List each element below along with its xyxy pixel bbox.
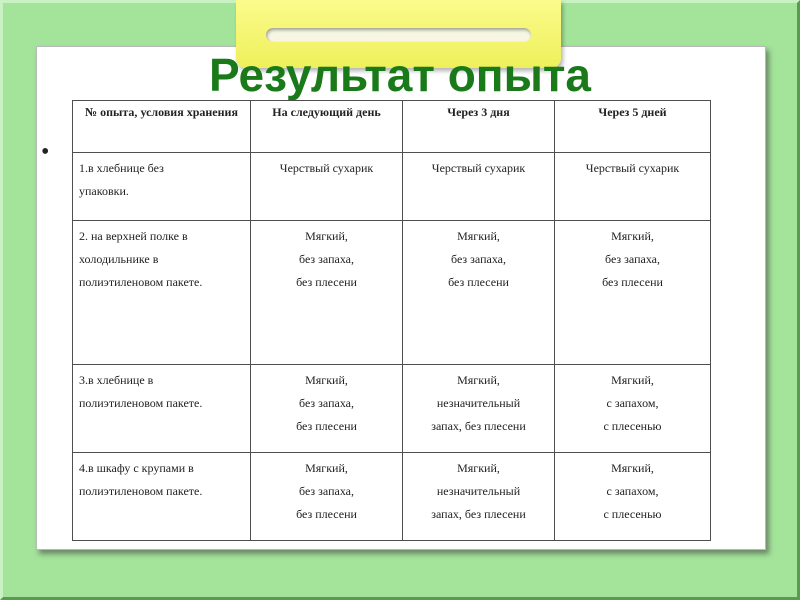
cell-line: Мягкий, <box>305 373 348 387</box>
day3-cell <box>403 221 555 365</box>
table-row <box>73 365 711 453</box>
day3-cell <box>403 453 555 541</box>
condition-cell <box>73 453 251 541</box>
next-day-cell <box>251 153 403 221</box>
bullet-marker: • <box>41 139 50 165</box>
header-5-days <box>555 101 711 153</box>
cell-line: холодильнике в <box>79 252 159 266</box>
next-day-cell <box>251 453 403 541</box>
cell-line: Черствый сухарик <box>585 161 680 175</box>
cell-line: 3.в хлебнице в <box>79 373 154 387</box>
header-line: условия хранения <box>140 105 238 119</box>
cell-line: Черствый сухарик <box>431 161 526 175</box>
next-day-cell <box>251 221 403 365</box>
table-row <box>73 453 711 541</box>
cell-line: Мягкий, <box>611 229 654 243</box>
cell-line: без запаха, <box>299 252 354 266</box>
condition-cell <box>73 221 251 365</box>
header-3-days <box>403 101 555 153</box>
cell-line: с запахом, <box>606 396 659 410</box>
slide-title: Результат опыта <box>209 49 591 101</box>
cell-line: Мягкий, <box>457 229 500 243</box>
cell-line: без запаха, <box>605 252 660 266</box>
cell-line: без плесени <box>448 275 509 289</box>
cell-line: Мягкий, <box>305 461 348 475</box>
table-row <box>73 153 711 221</box>
table-body <box>73 153 711 541</box>
cell-line: с запахом, <box>606 484 659 498</box>
table-row <box>73 221 711 365</box>
results-table <box>72 100 711 541</box>
cell-line: Мягкий, <box>611 461 654 475</box>
day3-cell <box>403 365 555 453</box>
condition-cell <box>73 153 251 221</box>
cell-line: без плесени <box>296 507 357 521</box>
cell-line: без плесени <box>296 275 357 289</box>
cell-line: Мягкий, <box>457 461 500 475</box>
cell-line: запах, без плесени <box>431 419 526 433</box>
cell-line: полиэтиленовом пакете. <box>79 275 203 289</box>
header-line: № опыта, <box>85 105 138 119</box>
day5-cell <box>555 453 711 541</box>
cell-line: незначительный <box>436 484 521 498</box>
cell-line: Мягкий, <box>457 373 500 387</box>
header-condition <box>73 101 251 153</box>
cell-line: полиэтиленовом пакете. <box>79 396 203 410</box>
cell-line: Мягкий, <box>305 229 348 243</box>
cell-line: Мягкий, <box>611 373 654 387</box>
condition-cell <box>73 365 251 453</box>
header-next-day <box>251 101 403 153</box>
tab-slot <box>266 28 531 42</box>
header-line: На следующий день <box>272 105 381 119</box>
cell-line: 1.в хлебнице без <box>79 161 164 175</box>
cell-line: без плесени <box>602 275 663 289</box>
cell-line: с плесенью <box>603 419 662 433</box>
cell-line: 2. на верхней полке в <box>79 229 188 243</box>
cell-line: Черствый сухарик <box>279 161 374 175</box>
cell-line: 4.в шкафу с крупами в <box>79 461 194 475</box>
header-line: Через 3 дня <box>447 105 510 119</box>
cell-line: незначительный <box>436 396 521 410</box>
next-day-cell <box>251 365 403 453</box>
table-header-row <box>73 101 711 153</box>
cell-line: полиэтиленовом пакете. <box>79 484 203 498</box>
cell-line: с плесенью <box>603 507 662 521</box>
cell-line: без запаха, <box>299 396 354 410</box>
cell-line: без запаха, <box>299 484 354 498</box>
day5-cell <box>555 221 711 365</box>
day3-cell <box>403 153 555 221</box>
day5-cell <box>555 365 711 453</box>
cell-line: запах, без плесени <box>431 507 526 521</box>
cell-line: упаковки. <box>79 184 129 198</box>
cell-line: без плесени <box>296 419 357 433</box>
header-line: Через 5 дней <box>598 105 667 119</box>
cell-line: без запаха, <box>451 252 506 266</box>
day5-cell <box>555 153 711 221</box>
